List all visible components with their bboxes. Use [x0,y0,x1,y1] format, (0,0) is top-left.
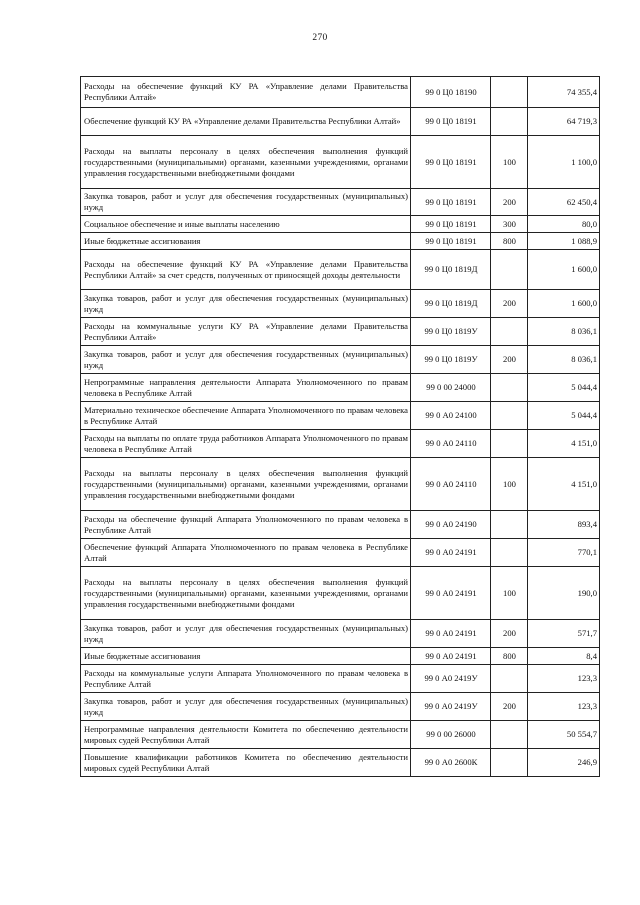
budget-table [80,76,600,777]
expense-type-cell [491,402,528,430]
expense-type-cell [491,108,528,136]
amount-cell: 770,1 [528,539,600,567]
amount-cell: 80,0 [528,216,600,233]
expense-description-cell: Обеспечение функций КУ РА «Управление делами Правительства Республики Алтай» [81,108,411,136]
expense-type-cell [491,430,528,458]
expense-description-cell: Обеспечение функций Аппарата Уполномоченного по правам человека в Республике Алтай [81,539,411,567]
expense-description-cell: Расходы на выплаты персоналу в целях обеспечения выполнения функций государственными (муниципальными) органами, казенными учреждениями, органами управления государственными внебюджетными фондами [81,458,411,511]
expense-type-cell: 200 [491,620,528,648]
table-row [81,77,600,108]
amount-cell: 8,4 [528,648,600,665]
target-article-code-cell: 99 0 00 26000 [411,721,491,749]
amount-cell: 5 044,4 [528,374,600,402]
table-row [81,402,600,430]
target-article-code-cell: 99 0 Ц0 1819Д [411,250,491,290]
target-article-code-cell: 99 0 А0 2600К [411,749,491,777]
expense-description-cell: Расходы на обеспечение функций Аппарата Уполномоченного по правам человека в Республике Алтай [81,511,411,539]
table-row [81,693,600,721]
target-article-code-cell: 99 0 А0 24100 [411,402,491,430]
amount-cell: 123,3 [528,665,600,693]
expense-type-cell: 300 [491,216,528,233]
expense-description-cell: Закупка товаров, работ и услуг для обеспечения государственных (муниципальных) нужд [81,620,411,648]
target-article-code-cell: 99 0 А0 24110 [411,458,491,511]
target-article-code-cell: 99 0 Ц0 1819У [411,346,491,374]
table-row [81,648,600,665]
target-article-code-cell: 99 0 Ц0 18191 [411,136,491,189]
amount-cell: 4 151,0 [528,430,600,458]
expense-description-cell: Расходы на выплаты по оплате труда работников Аппарата Уполномоченного по правам человека в Республике Алтай [81,430,411,458]
target-article-code-cell: 99 0 А0 24191 [411,539,491,567]
expense-description-cell: Закупка товаров, работ и услуг для обеспечения государственных (муниципальных) нужд [81,693,411,721]
expense-description-cell: Материально техническое обеспечение Аппарата Уполномоченного по правам человека в Республике Алтай [81,402,411,430]
expense-type-cell: 100 [491,458,528,511]
amount-cell: 190,0 [528,567,600,620]
table-row [81,374,600,402]
amount-cell: 8 036,1 [528,346,600,374]
budget-table-body [81,77,600,777]
target-article-code-cell: 99 0 А0 24191 [411,648,491,665]
table-row [81,290,600,318]
expense-type-cell: 800 [491,233,528,250]
target-article-code-cell: 99 0 А0 2419У [411,665,491,693]
table-row [81,250,600,290]
table-row [81,665,600,693]
table-row [81,430,600,458]
expense-description-cell: Иные бюджетные ассигнования [81,648,411,665]
expense-type-cell: 800 [491,648,528,665]
target-article-code-cell: 99 0 Ц0 18191 [411,108,491,136]
amount-cell: 74 355,4 [528,77,600,108]
amount-cell: 4 151,0 [528,458,600,511]
table-row [81,233,600,250]
table-row [81,136,600,189]
expense-description-cell: Расходы на выплаты персоналу в целях обеспечения выполнения функций государственными (муниципальными) органами, казенными учреждениями, органами управления государственными внебюджетными фондами [81,136,411,189]
expense-description-cell: Расходы на выплаты персоналу в целях обеспечения выполнения функций государственными (муниципальными) органами, казенными учреждениями, органами управления государственными внебюджетными фондами [81,567,411,620]
expense-description-cell: Закупка товаров, работ и услуг для обеспечения государственных (муниципальных) нужд [81,290,411,318]
amount-cell: 1 088,9 [528,233,600,250]
amount-cell: 50 554,7 [528,721,600,749]
table-row [81,108,600,136]
expense-type-cell [491,511,528,539]
table-row [81,749,600,777]
expense-description-cell: Непрограммные направления деятельности Комитета по обеспечению деятельности мировых судей Республики Алтай [81,721,411,749]
table-row [81,539,600,567]
target-article-code-cell: 99 0 А0 24190 [411,511,491,539]
expense-type-cell: 100 [491,136,528,189]
target-article-code-cell: 99 0 Ц0 18191 [411,233,491,250]
amount-cell: 246,9 [528,749,600,777]
amount-cell: 5 044,4 [528,402,600,430]
target-article-code-cell: 99 0 Ц0 1819У [411,318,491,346]
amount-cell: 893,4 [528,511,600,539]
expense-description-cell: Расходы на коммунальные услуги Аппарата Уполномоченного по правам человека в Республике Алтай [81,665,411,693]
expense-description-cell: Расходы на обеспечение функций КУ РА «Управление делами Правительства Республики Алтай» [81,77,411,108]
expense-type-cell [491,250,528,290]
table-row [81,346,600,374]
expense-type-cell: 200 [491,290,528,318]
expense-type-cell [491,374,528,402]
table-row [81,567,600,620]
amount-cell: 1 600,0 [528,250,600,290]
expense-type-cell: 200 [491,346,528,374]
expense-type-cell: 200 [491,693,528,721]
target-article-code-cell: 99 0 А0 24110 [411,430,491,458]
expense-description-cell: Непрограммные направления деятельности Аппарата Уполномоченного по правам человека в Республике Алтай [81,374,411,402]
target-article-code-cell: 99 0 А0 24191 [411,620,491,648]
target-article-code-cell: 99 0 Ц0 18190 [411,77,491,108]
target-article-code-cell: 99 0 00 24000 [411,374,491,402]
amount-cell: 1 100,0 [528,136,600,189]
expense-type-cell [491,665,528,693]
target-article-code-cell: 99 0 Ц0 18191 [411,189,491,216]
expense-type-cell [491,318,528,346]
amount-cell: 1 600,0 [528,290,600,318]
table-row [81,721,600,749]
target-article-code-cell: 99 0 А0 2419У [411,693,491,721]
amount-cell: 123,3 [528,693,600,721]
expense-description-cell: Закупка товаров, работ и услуг для обеспечения государственных (муниципальных) нужд [81,189,411,216]
page-number: 270 [312,33,328,43]
expense-type-cell: 100 [491,567,528,620]
amount-cell: 64 719,3 [528,108,600,136]
amount-cell: 8 036,1 [528,318,600,346]
amount-cell: 62 450,4 [528,189,600,216]
table-row [81,458,600,511]
expense-type-cell [491,721,528,749]
table-row [81,620,600,648]
expense-type-cell [491,749,528,777]
target-article-code-cell: 99 0 Ц0 1819Д [411,290,491,318]
expense-description-cell: Иные бюджетные ассигнования [81,233,411,250]
table-row [81,216,600,233]
expense-description-cell: Закупка товаров, работ и услуг для обеспечения государственных (муниципальных) нужд [81,346,411,374]
expense-description-cell: Социальное обеспечение и иные выплаты населению [81,216,411,233]
expense-type-cell [491,539,528,567]
table-row [81,318,600,346]
expense-description-cell: Повышение квалификации работников Комитета по обеспечению деятельности мировых судей Республики Алтай [81,749,411,777]
amount-cell: 571,7 [528,620,600,648]
expense-type-cell: 200 [491,189,528,216]
table-row [81,511,600,539]
expense-description-cell: Расходы на коммунальные услуги КУ РА «Управление делами Правительства Республики Алтай» [81,318,411,346]
expense-description-cell: Расходы на обеспечение функций КУ РА «Управление делами Правительства Республики Алтай» за счет средств, полученных от приносящей доходы деятельности [81,250,411,290]
target-article-code-cell: 99 0 Ц0 18191 [411,216,491,233]
target-article-code-cell: 99 0 А0 24191 [411,567,491,620]
table-row [81,189,600,216]
expense-type-cell [491,77,528,108]
